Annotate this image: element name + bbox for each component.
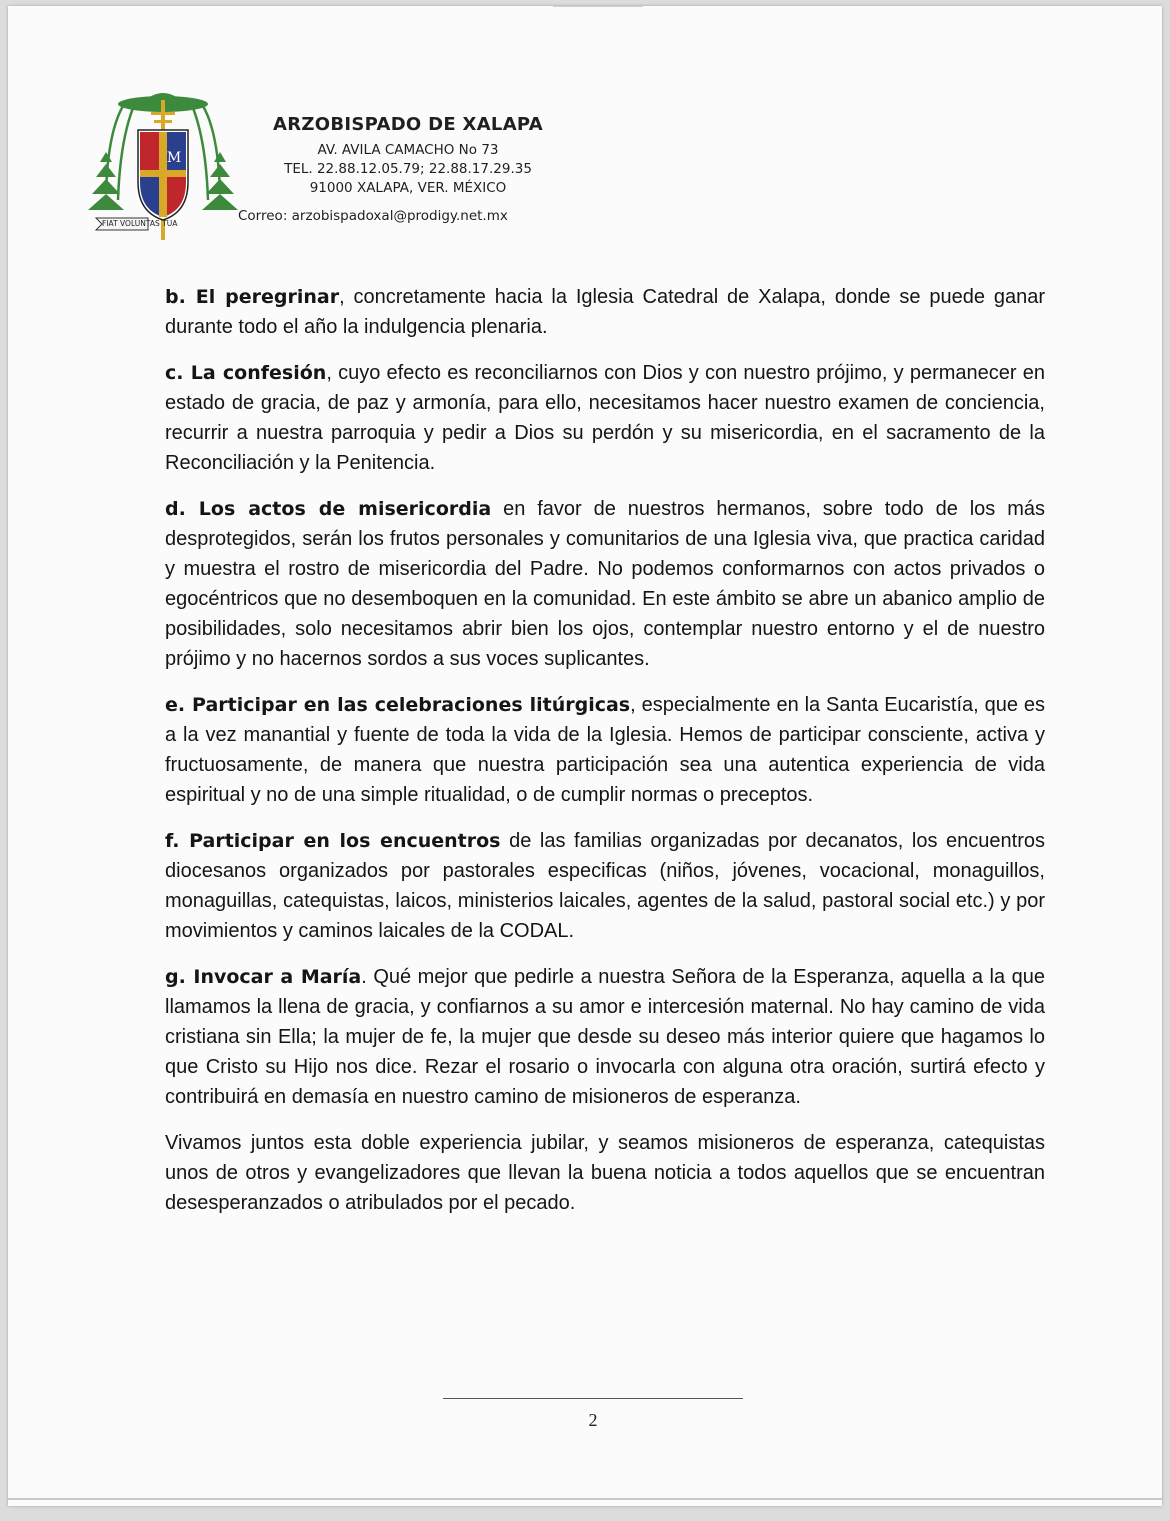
paragraph-text: , concretamente hacia la Iglesia Catedral de Xalapa, donde se puede ganar durante todo el año la indulgencia plenaria. [165, 286, 1045, 338]
paragraph-lead: e. Participar en las celebraciones litúrgicas [165, 694, 631, 716]
paragraph-e [165, 690, 1045, 810]
paragraph-g [165, 962, 1045, 1112]
paragraph-lead: g. Invocar a María [165, 966, 362, 988]
paragraph-c [165, 358, 1045, 478]
paragraph-lead: b. El peregrinar [165, 286, 340, 308]
paragraph-text: en favor de nuestros hermanos, sobre todo de los más desprotegidos, serán los frutos personales y comunitarios de una Iglesia viva, que practica caridad y muestra el rostro de misericordia del Padre. No podemos conformarnos con actos privados o egocéntricos que no desemboquen en la comunidad. En este ámbito se abre un abanico amplio de posibilidades, solo necesitamos abrir bien los ojos, contemplar nuestro entorno y el de nuestro prójimo y no hacernos sordos a sus voces suplicantes. [165, 498, 1045, 670]
paragraph-text: . Qué mejor que pedirle a nuestra Señora de la Esperanza, aquella a la que llamamos la llena de gracia, y confiarnos a su amor e intercesión maternal. No hay camino de vida cristiana sin Ella; la mujer de fe, la mujer que desde su deseo más interior quiere que hagamos lo que Cristo su Hijo nos dice. Rezar el rosario o invocarla con alguna otra oración, surtirá efecto y contribuirá en demasía en nuestro camino de misioneros de esperanza. [165, 966, 1045, 1108]
letter-body [165, 282, 1045, 1234]
paragraph-d [165, 494, 1045, 674]
svg-text:M: M [166, 150, 182, 166]
paragraph-f [165, 826, 1045, 946]
organization-phone: TEL. 22.88.12.05.79; 22.88.17.29.35 [284, 161, 532, 177]
document-page [8, 6, 1162, 1506]
paragraph-b [165, 282, 1045, 342]
paragraph-text: Vivamos juntos esta doble experiencia jubilar, y seamos misioneros de esperanza, catequistas unos de otros y evangelizadores que llevan la buena noticia a todos aquellos que se encuentran desesperanzados o atribulados por el pecado. [165, 1132, 1045, 1214]
organization-name: ARZOBISPADO DE XALAPA [273, 114, 543, 135]
scan-edge [8, 1498, 1162, 1500]
paragraph-lead: f. Participar en los encuentros [165, 830, 501, 852]
footer-divider [443, 1398, 743, 1399]
paragraph-text: , cuyo efecto es reconciliarnos con Dios y con nuestro prójimo, y permanecer en estado de gracia, de paz y armonía, para ello, necesitamos hacer nuestro examen de conciencia, recurrir a nuestra parroquia y pedir a Dios su perdón y su misericordia, en el sacramento de la Reconciliación y la Penitencia. [165, 362, 1045, 474]
organization-email: Correo: arzobispadoxal@prodigy.net.mx [238, 208, 508, 224]
organization-address: AV. AVILA CAMACHO No 73 [317, 142, 499, 158]
coat-of-arms-icon [88, 82, 238, 242]
organization-city: 91000 XALAPA, VER. MÉXICO [309, 180, 507, 196]
scan-mark [553, 6, 643, 7]
page-number: 2 [588, 1410, 598, 1430]
paragraph-text: de las familias organizadas por decanatos, los encuentros diocesanos organizados por pastorales especificas (niños, jóvenes, vocacional, monaguillos, monaguillas, catequistas, laicos, ministerios laicales, agentes de la salud, pastoral social etc.) y por movimientos y caminos laicales de la CODAL. [165, 830, 1046, 942]
paragraph-text: , especialmente en la Santa Eucaristía, que es a la vez manantial y fuente de toda la vida de la Iglesia. Hemos de participar consciente, activa y fructuosamente, de manera que nuestra participación sea una autentica experiencia de vida espiritual y no de una simple ritualidad, o de cumplir normas o preceptos. [165, 694, 1045, 806]
motto-ribbon: FIAT VOLUNTAS TUA [102, 219, 178, 228]
organization-info [258, 114, 558, 198]
paragraph-lead: c. La confesión [165, 362, 327, 384]
paragraph-lead: d. Los actos de misericordia [165, 498, 492, 520]
paragraph-closing [165, 1128, 1045, 1218]
letterhead [88, 82, 548, 252]
